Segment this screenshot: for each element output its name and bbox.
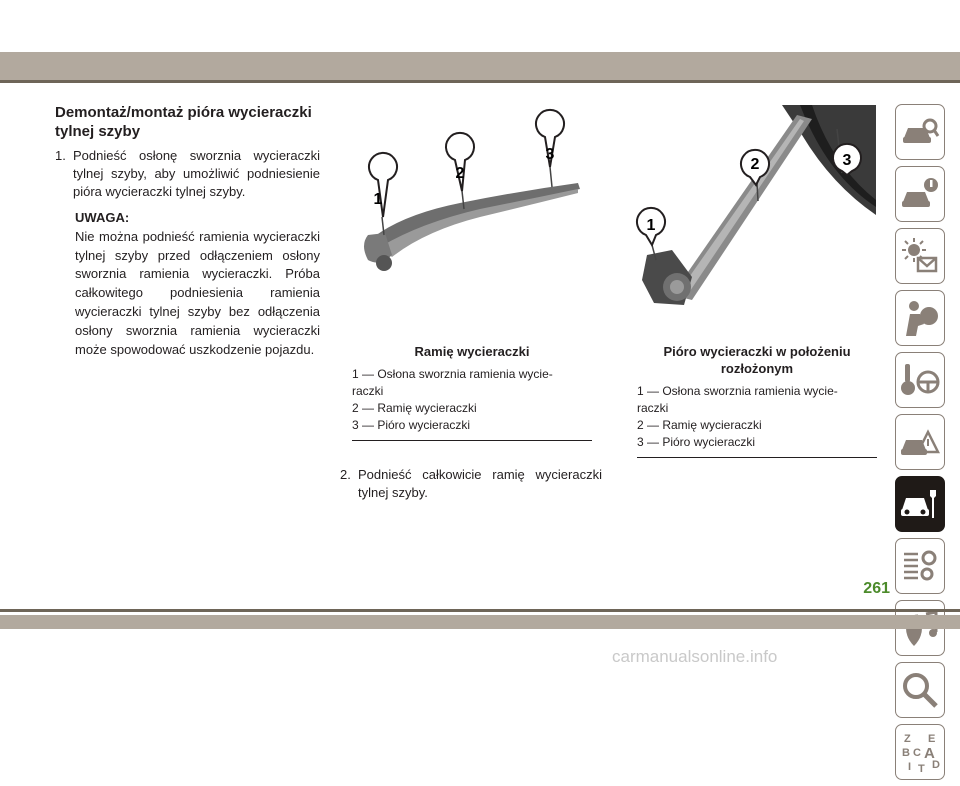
figure-2-caption [637, 343, 877, 458]
key-steering-wheel-icon [900, 360, 940, 400]
tab-index[interactable] [895, 724, 945, 780]
figure-2-legend-1b: raczki [637, 401, 669, 415]
svg-text:I: I [908, 761, 912, 773]
callout-1-label: 1 [646, 217, 656, 234]
tab-car-warning[interactable] [895, 414, 945, 470]
step-2-number: 2. [340, 467, 351, 482]
tab-key-steering[interactable] [895, 352, 945, 408]
svg-text:D: D [932, 759, 940, 771]
svg-text:C: C [913, 747, 921, 759]
tab-warning-lights[interactable] [895, 228, 945, 284]
step-2 [340, 466, 602, 502]
instructions-column [55, 103, 320, 359]
step-1 [55, 147, 320, 201]
figure-2-legend-1: 1 — Osłona sworznia ramienia wycie- [637, 384, 838, 398]
chapter-tabs [895, 104, 949, 786]
figure-1-legend-1b: raczki [352, 384, 384, 398]
figure-1-legend-2: 2 — Ramię wycieraczki [352, 401, 477, 415]
note-text: Nie można podnieść ramienia wycieraczki tylnej szyby przed odłączeniem osłony sworznia ramienia wycieraczki. Próba całkowitego podniesienia ramienia wycieraczki tylnej szyby bez odłączenia osłony sworznia ramienia wycieraczki może spowodować uszkodzenie pojazdu. [75, 228, 320, 357]
figure-1-rule [352, 440, 592, 441]
svg-text:Z: Z [904, 733, 911, 745]
airbag-person-icon [900, 298, 940, 338]
search-index-icon [900, 670, 940, 710]
figure-1-legend-1: 1 — Osłona sworznia ramienia wycie- [352, 367, 553, 381]
step-2-text: Podnieść całkowicie ramię wycieraczki tylnej szyby. [358, 467, 602, 500]
note-title: UWAGA: [75, 210, 130, 225]
page-number: 261 [863, 580, 890, 597]
svg-text:E: E [928, 733, 936, 745]
figure-2-title-line2: rozłożonym [720, 361, 794, 376]
specs-gear-icon [900, 546, 940, 586]
figure-2-legend-2: 2 — Ramię wycieraczki [637, 418, 762, 432]
section-title-line1: Demontaż/montaż pióra wycieraczki [55, 104, 312, 121]
car-info-icon [900, 174, 940, 214]
callout-2-label: 2 [455, 165, 465, 182]
wiper-raised-figure [632, 105, 876, 337]
callout-3-label: 3 [842, 152, 852, 169]
note-block [75, 209, 320, 359]
callout-1-label: 1 [373, 191, 383, 208]
tab-car-info[interactable] [895, 166, 945, 222]
svg-text:T: T [918, 763, 925, 774]
tab-airbag[interactable] [895, 290, 945, 346]
wiper-arm-figure [340, 105, 592, 337]
car-search-icon [900, 112, 940, 152]
header-rule [0, 80, 960, 83]
tab-specifications[interactable] [895, 538, 945, 594]
step-1-text: Podnieść osłonę sworznia wycieraczki tylnej szyby, aby umożliwić podniesienie pióra wycieraczki tylnej szyby. [73, 148, 320, 199]
car-wrench-icon [899, 484, 941, 524]
callout-2-label: 2 [750, 156, 760, 173]
tab-search[interactable] [895, 662, 945, 718]
figure-1-caption [352, 343, 592, 441]
figure-2-title-line1: Pióro wycieraczki w położeniu [663, 344, 851, 359]
figure-1-title: Ramię wycieraczki [414, 344, 530, 359]
header-band [0, 52, 960, 80]
svg-text:A: A [924, 745, 935, 762]
figure-2-legend-3: 3 — Pióro wycieraczki [637, 435, 756, 449]
figure-2-title [637, 343, 877, 377]
tab-car-maintenance[interactable] [895, 476, 945, 532]
section-title-line2: tylnej szyby [55, 123, 141, 140]
alphabet-index-icon [900, 730, 940, 774]
figure-1-legend-3: 3 — Pióro wycieraczki [352, 418, 471, 432]
step-1-number: 1. [55, 148, 66, 163]
footer-band [0, 615, 960, 629]
figure-2-rule [637, 457, 877, 458]
watermark: carmanualsonline.info [612, 647, 778, 666]
footer-rule [0, 609, 960, 612]
svg-text:B: B [902, 747, 910, 759]
callout-3-label: 3 [545, 146, 555, 163]
section-title [55, 103, 320, 141]
car-warning-triangle-icon [900, 422, 940, 462]
warning-lights-message-icon [900, 236, 940, 276]
tab-car-search[interactable] [895, 104, 945, 160]
